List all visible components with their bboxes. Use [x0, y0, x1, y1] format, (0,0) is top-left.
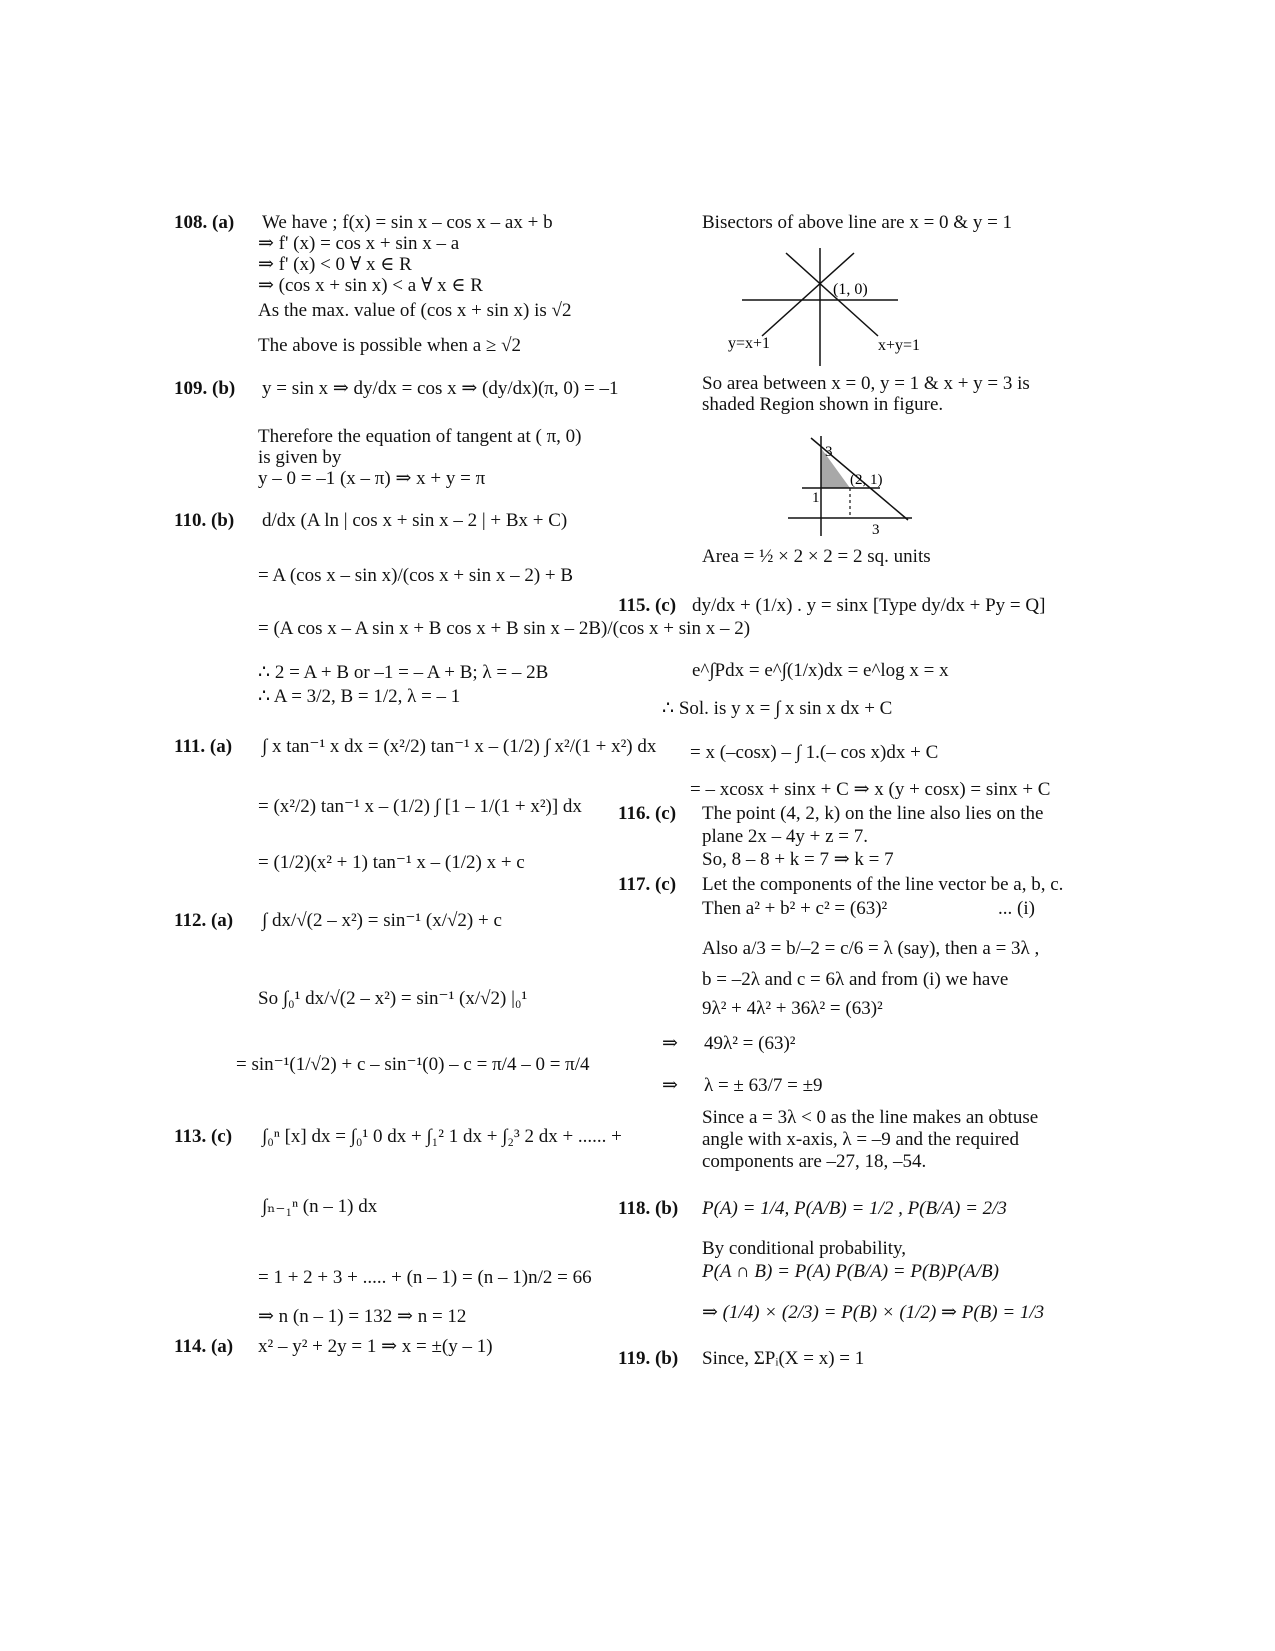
q117-line-10: components are –27, 18, –54. — [702, 1151, 927, 1172]
q112-line-3: = sin⁻¹(1/√2) + c – sin⁻¹(0) – c = π/4 – 0 = π/4 — [236, 1054, 590, 1075]
q109-line-1: Therefore the equation of tangent at ( π, 0) — [258, 426, 582, 447]
fig2-y-one: 1 — [812, 490, 820, 506]
area-text-line-2: shaded Region shown in figure. — [702, 394, 944, 415]
q117-line-5: 9λ² + 4λ² + 36λ² = (63)² — [702, 998, 883, 1019]
q117-eq-ref: ... (i) — [998, 898, 1035, 919]
area-text-line-1: So area between x = 0, y = 1 & x + y = 3 is — [702, 373, 1030, 394]
question-number-114: 114. (a) — [174, 1336, 234, 1357]
bisectors-text: Bisectors of above line are x = 0 & y = 1 — [702, 212, 1013, 233]
q112-line-1: ∫ dx/√(2 – x²) = sin⁻¹ (x/√2) + c — [262, 910, 502, 931]
fig2-point-label: (2, 1) — [850, 472, 883, 488]
q119-equation: Since, ΣPᵢ(X = x) = 1 — [702, 1348, 865, 1369]
q113-line-2: ∫ₙ₋₁ⁿ (n – 1) dx — [262, 1196, 378, 1217]
q117-implies-1: ⇒ — [662, 1033, 678, 1054]
question-number-113: 113. (c) — [174, 1126, 233, 1147]
q110-line-2: = A (cos x – sin x)/(cos x + sin x – 2) + B — [258, 565, 574, 586]
shaded-region-figure — [780, 432, 920, 540]
area-result: Area = ½ × 2 × 2 = 2 sq. units — [702, 546, 931, 567]
q117-line-8: Since a = 3λ < 0 as the line makes an obtuse — [702, 1107, 1039, 1128]
q111-line-1: ∫ x tan⁻¹ x dx = (x²/2) tan⁻¹ x – (1/2) ∫ x²/(1 + x²) dx — [262, 736, 657, 757]
q116-line-2: plane 2x – 4y + z = 7. — [702, 826, 869, 847]
q118-line-1: P(A) = 1/4, P(A/B) = 1/2 , P(B/A) = 2/3 — [702, 1198, 1007, 1219]
fig1-line2-label: x+y=1 — [878, 337, 921, 354]
question-number-119: 119. (b) — [618, 1348, 679, 1369]
q108-line-6: The above is possible when a ≥ √2 — [258, 335, 522, 356]
q108-line-1: We have ; f(x) = sin x – cos x – ax + b — [262, 212, 553, 233]
q116-line-1: The point (4, 2, k) on the line also lies on the — [702, 803, 1044, 824]
q108-line-4: ⇒ (cos x + sin x) < a ∀ x ∈ R — [258, 275, 483, 296]
q117-line-6: 49λ² = (63)² — [704, 1033, 796, 1054]
question-number-115: 115. (c) — [618, 595, 677, 616]
q117-line-1: Let the components of the line vector be a, b, c. — [702, 874, 1064, 895]
fig2-x-tick: 3 — [872, 522, 880, 538]
q117-line-3: Also a/3 = b/–2 = c/6 = λ (say), then a = 3λ , — [702, 938, 1040, 959]
q115-line-4: = x (–cosx) – ∫ 1.(– cos x)dx + C — [690, 742, 939, 763]
fig1-point-label: (1, 0) — [833, 281, 868, 298]
question-number-110: 110. (b) — [174, 510, 235, 531]
q114-equation: x² – y² + 2y = 1 ⇒ x = ±(y – 1) — [258, 1336, 493, 1357]
q115-line-2: e^∫Pdx = e^∫(1/x)dx = e^log x = x — [692, 660, 949, 681]
question-number-118: 118. (b) — [618, 1198, 679, 1219]
q116-line-3: So, 8 – 8 + k = 7 ⇒ k = 7 — [702, 849, 894, 870]
fig2-y-tick: 3 — [825, 444, 833, 460]
q108-line-3: ⇒ f' (x) < 0 ∀ x ∈ R — [258, 254, 412, 275]
q118-line-4: ⇒ (1/4) × (2/3) = P(B) × (1/2) ⇒ P(B) = 1/3 — [702, 1302, 1045, 1323]
question-number-117: 117. (c) — [618, 874, 677, 895]
question-number-111: 111. (a) — [174, 736, 233, 757]
q118-line-2: By conditional probability, — [702, 1238, 907, 1259]
q117-implies-2: ⇒ — [662, 1075, 678, 1096]
fig1-line1-label: y=x+1 — [728, 335, 771, 352]
question-number-108: 108. (a) — [174, 212, 235, 233]
q110-line-3: = (A cos x – A sin x + B cos x + B sin x – 2B)/(cos x + sin x – 2) — [258, 618, 751, 639]
q108-line-5: As the max. value of (cos x + sin x) is √2 — [258, 300, 572, 321]
q112-line-2: So ∫₀¹ dx/√(2 – x²) = sin⁻¹ (x/√2) |₀¹ — [258, 988, 528, 1009]
q117-line-4: b = –2λ and c = 6λ and from (i) we have — [702, 969, 1009, 990]
q115-line-5: = – xcosx + sinx + C ⇒ x (y + cosx) = sinx + C — [690, 779, 1051, 800]
q111-line-3: = (1/2)(x² + 1) tan⁻¹ x – (1/2) x + c — [258, 852, 525, 873]
q113-line-1: ∫₀ⁿ [x] dx = ∫₀¹ 0 dx + ∫₁² 1 dx + ∫₂³ 2 dx + ...... + — [262, 1126, 622, 1147]
q118-line-3: P(A ∩ B) = P(A) P(B/A) = P(B)P(A/B) — [702, 1261, 999, 1282]
q117-line-2: Then a² + b² + c² = (63)² — [702, 898, 888, 919]
q110-line-4: ∴ 2 = A + B or –1 = – A + B; λ = – 2B — [258, 662, 549, 683]
question-number-116: 116. (c) — [618, 803, 677, 824]
q110-line-1: d/dx (A ln | cos x + sin x – 2 | + Bx + C) — [262, 510, 568, 531]
q111-line-2: = (x²/2) tan⁻¹ x – (1/2) ∫ [1 – 1/(1 + x²)] dx — [258, 796, 582, 817]
q110-line-5: ∴ A = 3/2, B = 1/2, λ = – 1 — [258, 686, 461, 707]
q115-line-3: ∴ Sol. is y x = ∫ x sin x dx + C — [662, 698, 893, 719]
bisectors-figure — [720, 248, 940, 368]
question-number-109: 109. (b) — [174, 378, 236, 399]
q108-line-2: ⇒ f' (x) = cos x + sin x – a — [258, 233, 460, 254]
q109-line-2: is given by — [258, 447, 342, 468]
q115-line-1: dy/dx + (1/x) . y = sinx [Type dy/dx + Py = Q] — [692, 595, 1046, 616]
q109-line-3: y – 0 = –1 (x – π) ⇒ x + y = π — [258, 468, 486, 489]
q117-line-7: λ = ± 63/7 = ±9 — [704, 1075, 823, 1096]
q113-line-4: ⇒ n (n – 1) = 132 ⇒ n = 12 — [258, 1306, 467, 1327]
q109-equation: y = sin x ⇒ dy/dx = cos x ⇒ (dy/dx)(π, 0) = –1 — [262, 378, 619, 399]
q113-line-3: = 1 + 2 + 3 + ..... + (n – 1) = (n – 1)n/2 = 66 — [258, 1267, 592, 1288]
q117-line-9: angle with x-axis, λ = –9 and the required — [702, 1129, 1019, 1150]
question-number-112: 112. (a) — [174, 910, 234, 931]
